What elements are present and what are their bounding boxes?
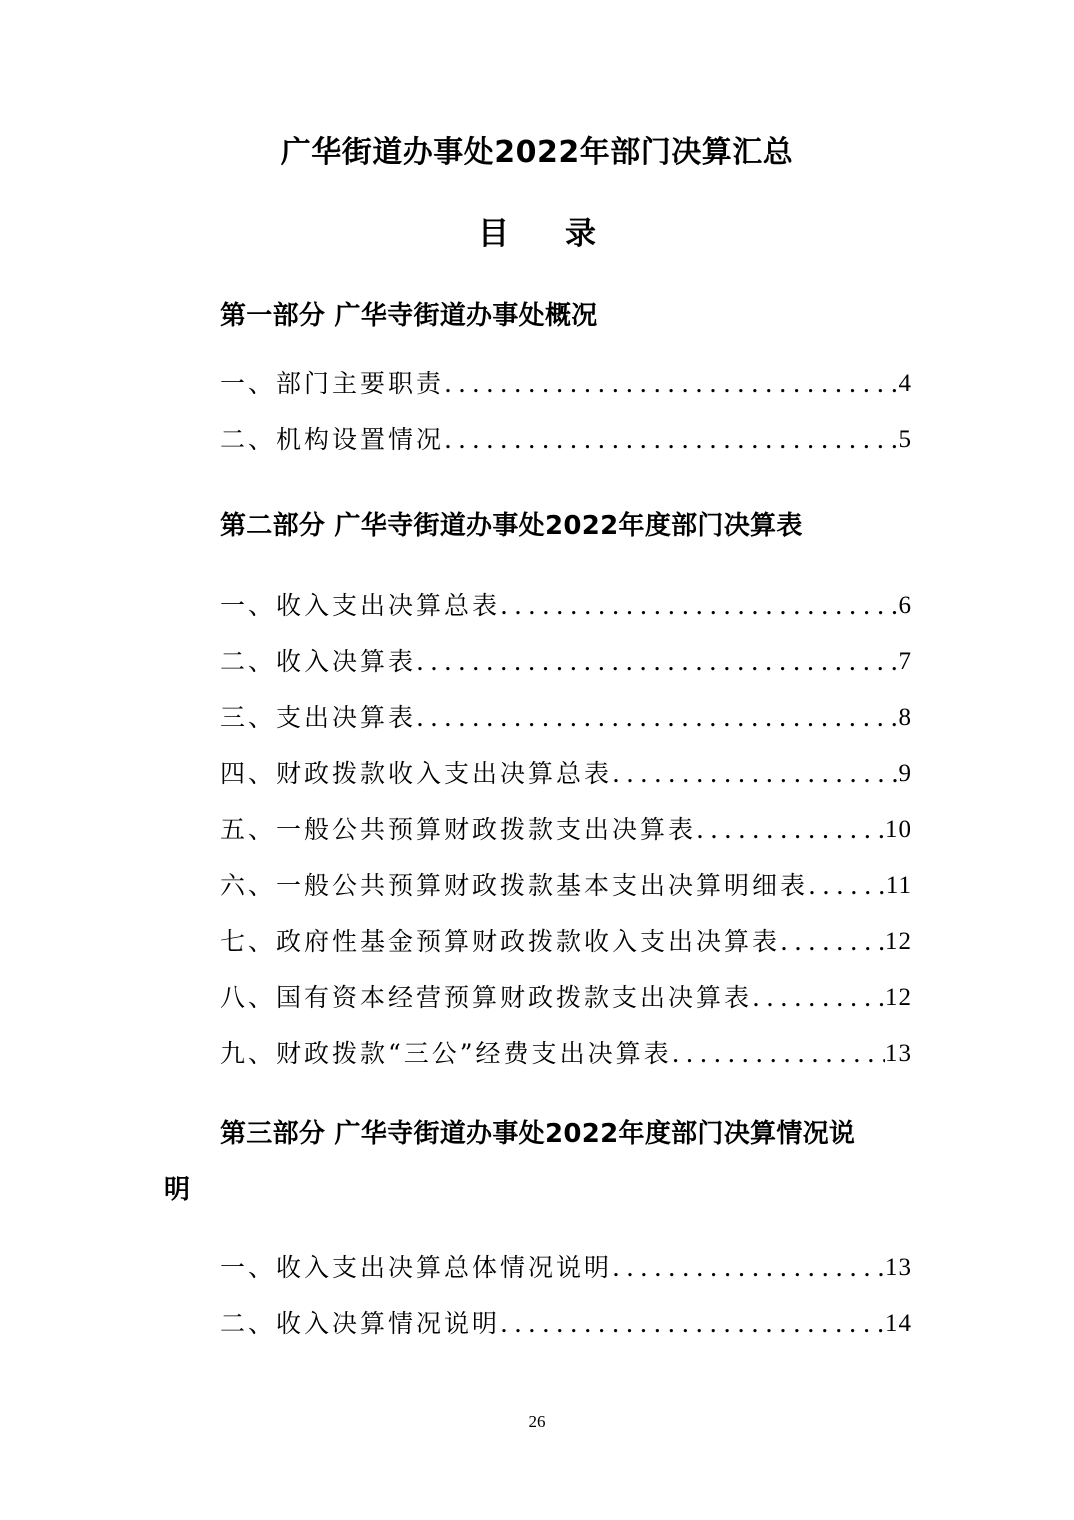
- toc-heading-char-2: 录: [565, 216, 596, 252]
- toc-entry-label: 二、收入决算表: [220, 647, 417, 676]
- toc-entry-label: 五、一般公共预算财政拨款支出决算表: [220, 815, 697, 844]
- toc-entry-page: 9: [898, 760, 912, 787]
- toc-entry-label: 三、支出决算表: [220, 703, 417, 732]
- toc-entry[interactable]: [220, 642, 912, 682]
- leader-dots: [500, 586, 898, 626]
- toc-entry-label: 七、政府性基金预算财政拨款收入支出决算表: [220, 927, 781, 956]
- toc-entry-page: 6: [898, 592, 912, 619]
- toc-entry-page: 8: [898, 704, 912, 731]
- part-3-heading: 第三部分 广华寺街道办事处2022年度部门决算情况说: [220, 1119, 856, 1149]
- leader-dots: [808, 866, 886, 906]
- toc-entry[interactable]: [220, 754, 912, 794]
- toc-entry[interactable]: [220, 866, 912, 906]
- leader-dots: [752, 978, 885, 1018]
- toc-heading: [0, 208, 1074, 260]
- part-3-heading-continuation: 明: [164, 1175, 191, 1205]
- toc-entry-page: 13: [885, 1040, 912, 1067]
- toc-entry[interactable]: [220, 810, 912, 850]
- toc-entry-page: 7: [898, 648, 912, 675]
- part-1-heading: 第一部分 广华寺街道办事处概况: [220, 301, 598, 331]
- leader-dots: [416, 698, 898, 738]
- toc-entry-page: 14: [885, 1310, 912, 1337]
- toc-entry-page: 5: [898, 426, 912, 453]
- toc-entry-page: 12: [885, 984, 912, 1011]
- leader-dots: [696, 810, 885, 850]
- leader-dots: [612, 1248, 885, 1288]
- toc-entry-page: 4: [898, 370, 912, 397]
- toc-entry-label: 二、收入决算情况说明: [220, 1309, 501, 1338]
- leader-dots: [416, 642, 898, 682]
- toc-heading-char-1: 目: [478, 216, 509, 252]
- document-title: 广华街道办事处2022年部门决算汇总: [280, 135, 794, 170]
- toc-entry-label: 四、财政拨款收入支出决算总表: [220, 759, 613, 788]
- toc-entry[interactable]: [220, 698, 912, 738]
- leader-dots: [444, 364, 898, 404]
- toc-entry-label: 二、机构设置情况: [220, 425, 445, 454]
- page-number: 26: [528, 1412, 546, 1431]
- toc-entry[interactable]: [220, 364, 912, 404]
- leader-dots: [500, 1304, 885, 1344]
- toc-entry[interactable]: [220, 1304, 912, 1344]
- toc-entry-page: 12: [885, 928, 912, 955]
- part-2-heading: 第二部分 广华寺街道办事处2022年度部门决算表: [220, 511, 803, 541]
- toc-entry[interactable]: [220, 586, 912, 626]
- toc-entry-label: 八、国有资本经营预算财政拨款支出决算表: [220, 983, 753, 1012]
- toc-entry[interactable]: [220, 420, 912, 460]
- toc-entry[interactable]: [220, 1034, 912, 1074]
- leader-dots: [444, 420, 898, 460]
- toc-entry[interactable]: [220, 922, 912, 962]
- toc-entry-label: 一、收入支出决算总表: [220, 591, 501, 620]
- toc-entry-label: 一、收入支出决算总体情况说明: [220, 1253, 613, 1282]
- toc-entry-label: 一、部门主要职责: [220, 369, 445, 398]
- leader-dots: [612, 754, 898, 794]
- toc-entry-label: 六、一般公共预算财政拨款基本支出决算明细表: [220, 871, 809, 900]
- toc-entry-label: 九、财政拨款“三公”经费支出决算表: [220, 1039, 672, 1068]
- toc-entry-page: 13: [885, 1254, 912, 1281]
- leader-dots: [672, 1034, 885, 1074]
- toc-entry[interactable]: [220, 978, 912, 1018]
- leader-dots: [780, 922, 885, 962]
- toc-entry[interactable]: [220, 1248, 912, 1288]
- toc-entry-page: 11: [885, 872, 912, 899]
- toc-entry-page: 10: [885, 816, 912, 843]
